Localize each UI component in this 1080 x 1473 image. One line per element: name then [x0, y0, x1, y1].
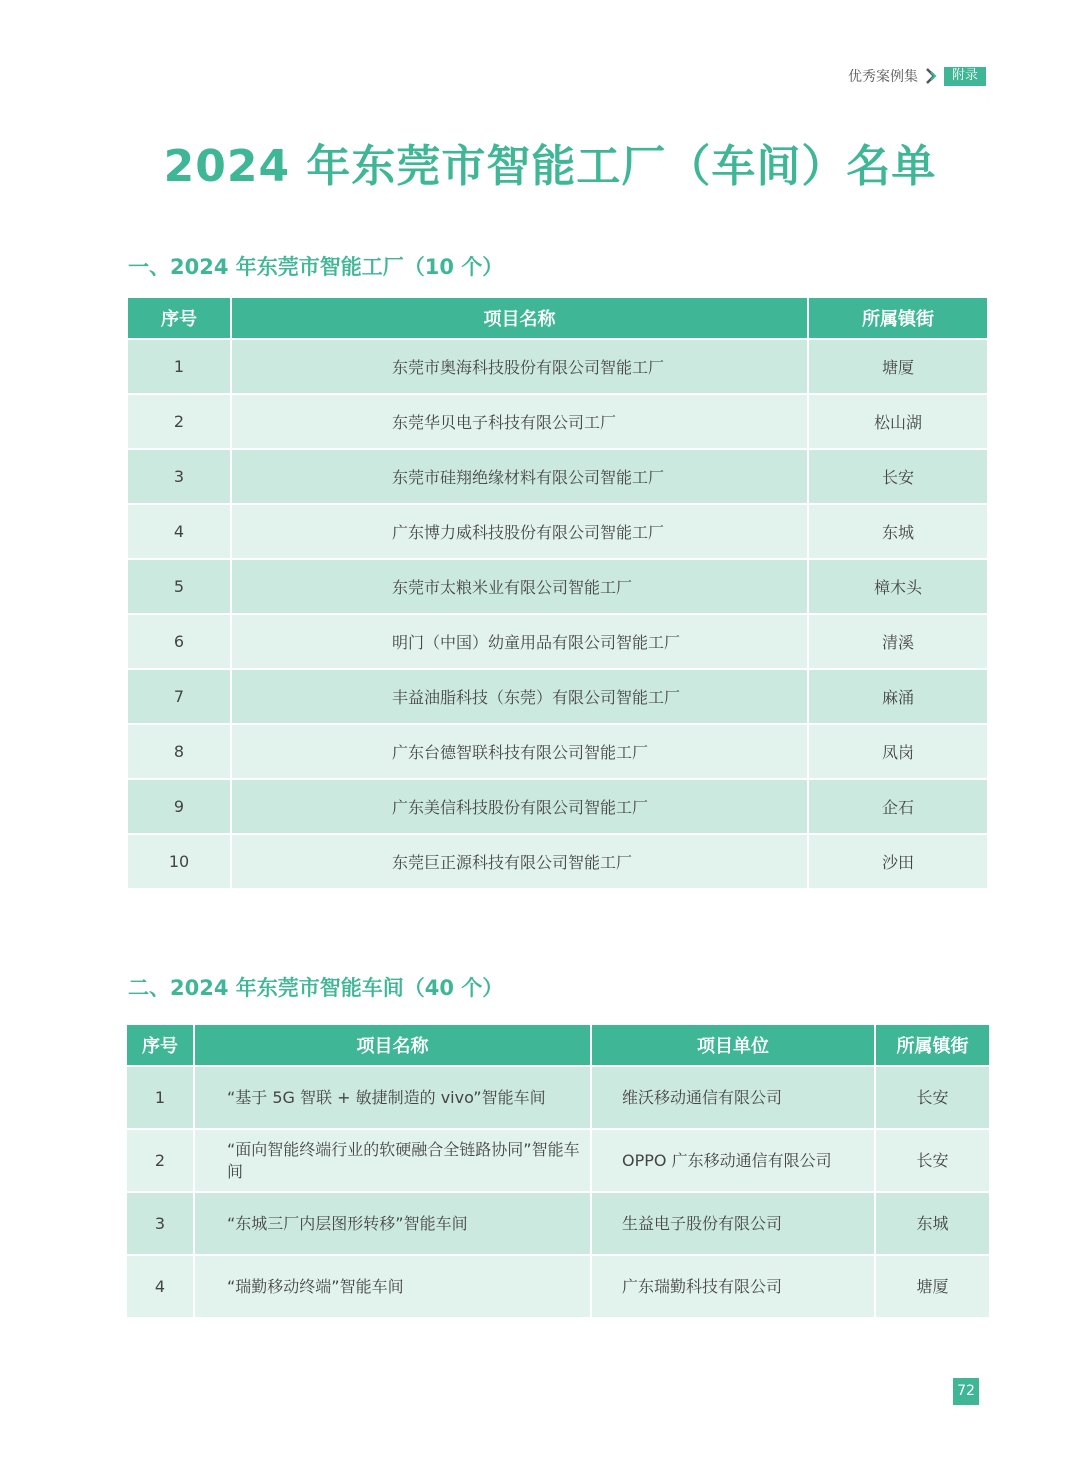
cell-project-name: 东莞市奥海科技股份有限公司智能工厂: [231, 339, 808, 394]
table-row: [127, 779, 988, 834]
cell-project-name: 广东博力威科技股份有限公司智能工厂: [231, 504, 808, 559]
cell-project-unit: 维沃移动通信有限公司: [591, 1066, 875, 1129]
cell-project-name: 东莞华贝电子科技有限公司工厂: [231, 394, 808, 449]
cell-town: 企石: [808, 779, 988, 834]
cell-town: 塘厦: [875, 1255, 990, 1318]
col-header-project-unit: 项目单位: [591, 1024, 875, 1066]
section1-title: 一、2024 年东莞市智能工厂（10 个）: [128, 255, 504, 279]
section2-title: 二、2024 年东莞市智能车间（40 个）: [128, 976, 504, 1000]
page-title: 2024 年东莞市智能工厂（车间）名单: [163, 141, 937, 192]
page-number: 72: [953, 1378, 979, 1405]
cell-town: 塘厦: [808, 339, 988, 394]
cell-project-name: 东莞巨正源科技有限公司智能工厂: [231, 834, 808, 889]
chevron-right-icon: [926, 68, 938, 84]
table-row: [126, 1129, 990, 1192]
cell-town: 凤岗: [808, 724, 988, 779]
cell-town: 长安: [808, 449, 988, 504]
cell-project-unit: 生益电子股份有限公司: [591, 1192, 875, 1255]
cell-project-name: 丰益油脂科技（东莞）有限公司智能工厂: [231, 669, 808, 724]
cell-index: 9: [127, 779, 231, 834]
table-row: [127, 504, 988, 559]
table-row: [127, 449, 988, 504]
cell-project-name: 东莞市太粮米业有限公司智能工厂: [231, 559, 808, 614]
running-header: [848, 66, 986, 86]
cell-project-unit: 广东瑞勤科技有限公司: [591, 1255, 875, 1318]
col-header-town: 所属镇街: [808, 297, 988, 339]
table-row: [127, 669, 988, 724]
cell-index: 3: [127, 449, 231, 504]
col-header-index: 序号: [127, 297, 231, 339]
table-row: [127, 559, 988, 614]
col-header-town: 所属镇街: [875, 1024, 990, 1066]
table-row: [127, 339, 988, 394]
table-row: [126, 1192, 990, 1255]
cell-index: 1: [126, 1066, 194, 1129]
cell-project-name: “瑞勤移动终端”智能车间: [194, 1255, 591, 1318]
cell-index: 3: [126, 1192, 194, 1255]
table-row: [126, 1255, 990, 1318]
cell-index: 8: [127, 724, 231, 779]
cell-town: 沙田: [808, 834, 988, 889]
col-header-project-name: 项目名称: [231, 297, 808, 339]
cell-town: 松山湖: [808, 394, 988, 449]
cell-project-name: 明门（中国）幼童用品有限公司智能工厂: [231, 614, 808, 669]
table-row: [127, 394, 988, 449]
cell-index: 2: [126, 1129, 194, 1192]
table-row: [127, 614, 988, 669]
cell-index: 10: [127, 834, 231, 889]
cell-project-name: 广东台德智联科技有限公司智能工厂: [231, 724, 808, 779]
cell-town: 东城: [808, 504, 988, 559]
col-header-project-name: 项目名称: [194, 1024, 591, 1066]
cell-project-name: “东城三厂内层图形转移”智能车间: [194, 1192, 591, 1255]
smart-factory-table: [126, 296, 989, 890]
header-tag: 附录: [944, 67, 986, 86]
cell-town: 东城: [875, 1192, 990, 1255]
cell-project-unit: OPPO 广东移动通信有限公司: [591, 1129, 875, 1192]
cell-town: 长安: [875, 1129, 990, 1192]
cell-index: 7: [127, 669, 231, 724]
cell-index: 4: [127, 504, 231, 559]
table-header-row: [126, 1024, 990, 1066]
cell-project-name: “基于 5G 智联 + 敏捷制造的 vivo”智能车间: [194, 1066, 591, 1129]
cell-town: 长安: [875, 1066, 990, 1129]
cell-index: 5: [127, 559, 231, 614]
smart-workshop-table: [125, 1023, 991, 1319]
cell-index: 4: [126, 1255, 194, 1318]
cell-project-name: 东莞市硅翔绝缘材料有限公司智能工厂: [231, 449, 808, 504]
table-row: [127, 834, 988, 889]
cell-project-name: “面向智能终端行业的软硬融合全链路协同”智能车间: [194, 1129, 591, 1192]
table-row: [126, 1066, 990, 1129]
cell-index: 1: [127, 339, 231, 394]
cell-town: 樟木头: [808, 559, 988, 614]
table-row: [127, 724, 988, 779]
cell-town: 清溪: [808, 614, 988, 669]
cell-index: 2: [127, 394, 231, 449]
table-header-row: [127, 297, 988, 339]
header-title: 优秀案例集: [847, 69, 918, 85]
cell-project-name: 广东美信科技股份有限公司智能工厂: [231, 779, 808, 834]
col-header-index: 序号: [126, 1024, 194, 1066]
cell-town: 麻涌: [808, 669, 988, 724]
cell-index: 6: [127, 614, 231, 669]
